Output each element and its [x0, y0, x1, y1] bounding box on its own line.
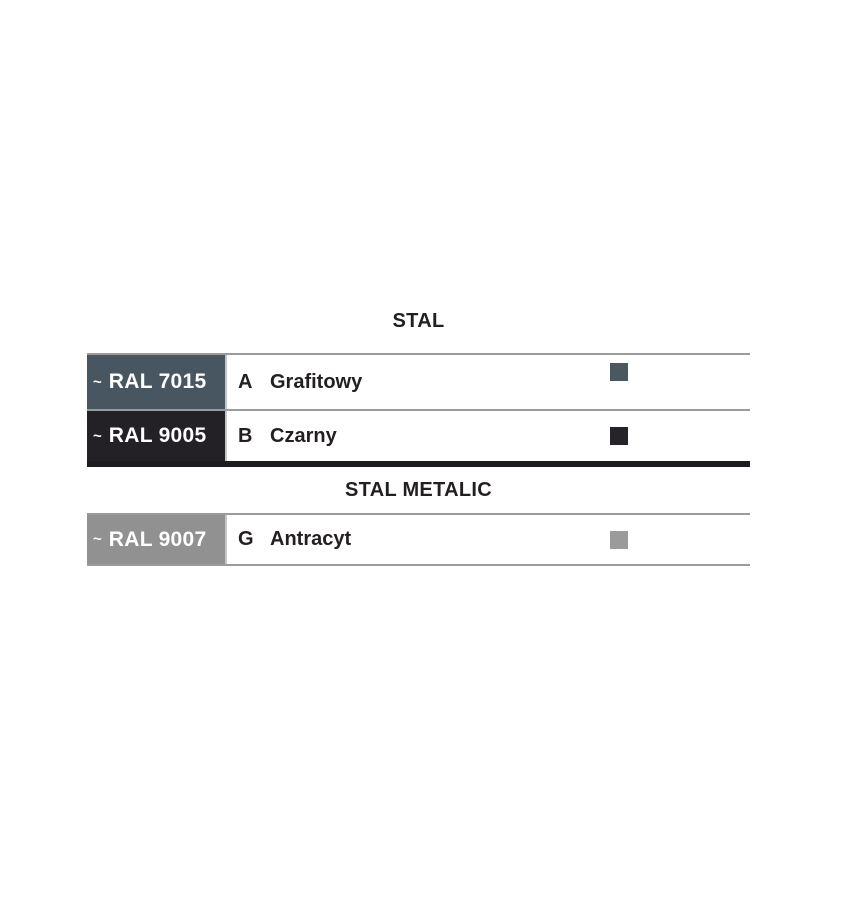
row-content [225, 355, 750, 409]
variant-letter: G [238, 528, 254, 550]
approx-tilde: ~ [93, 531, 102, 548]
ral-label [87, 515, 225, 564]
color-name: Antracyt [270, 528, 352, 550]
section-divider [87, 461, 750, 467]
row-content [225, 515, 750, 564]
approx-tilde: ~ [93, 373, 102, 391]
color-swatch [610, 427, 628, 445]
color-table-stal [87, 353, 750, 467]
ral-label [87, 411, 225, 461]
color-name: Czarny [270, 424, 337, 447]
table-row [87, 353, 750, 409]
color-name: Grafitowy [270, 370, 363, 393]
color-table-stal-metalic [87, 513, 750, 566]
color-swatch [610, 531, 628, 549]
table-row [87, 513, 750, 566]
variant-letter: B [238, 424, 253, 447]
ral-label [87, 355, 225, 409]
ral-code-text: RAL 7015 [108, 370, 207, 393]
table-row [87, 409, 750, 461]
ral-code-text: RAL 9005 [108, 424, 207, 447]
ral-code-text: RAL 9007 [108, 527, 207, 551]
row-content [225, 411, 750, 461]
variant-letter: A [238, 370, 253, 393]
approx-tilde: ~ [93, 427, 102, 445]
section-heading-stal-metalic: STAL METALIC [345, 479, 492, 501]
color-swatch [610, 363, 628, 381]
section-heading-stal: STAL [392, 310, 445, 332]
